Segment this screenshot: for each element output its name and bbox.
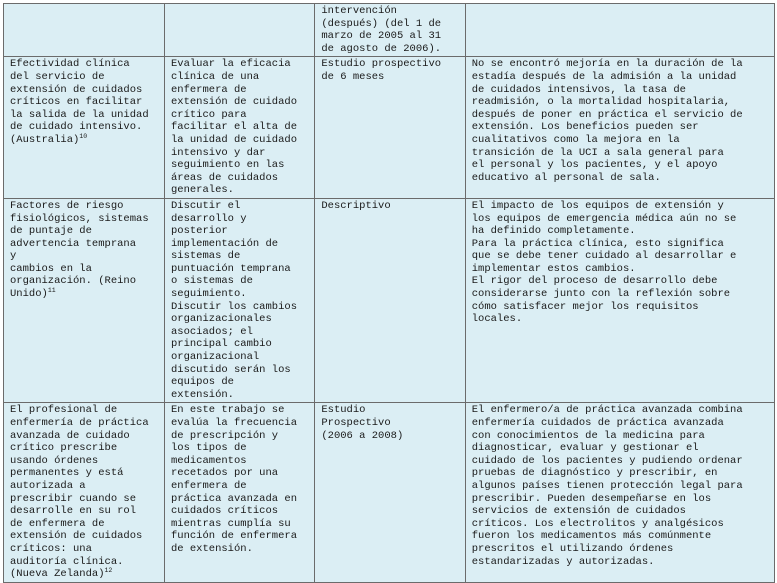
- design-text: Estudio Prospectivo (2006 a 2008): [321, 404, 404, 442]
- studies-table: [3, 3, 775, 583]
- design-cell: [315, 198, 465, 403]
- objective-text: Evaluar la eficacia clínica de una enfermera de extensión de cuidado crítico para facilitar el alta de la unidad de cuidado intensivo y dar seguimiento en las áreas de cuidados generales.: [170, 58, 297, 197]
- reference-superscript: 10: [79, 132, 88, 140]
- design-text: Estudio prospectivo de 6 meses: [321, 58, 442, 83]
- objective-cell: [164, 403, 314, 582]
- objective-cell: [164, 57, 314, 199]
- study-cell: [4, 198, 165, 403]
- table-row: [4, 57, 775, 199]
- design-text: Descriptivo: [321, 199, 391, 212]
- table-row: [4, 198, 775, 403]
- reference-superscript: 11: [47, 287, 56, 295]
- objective-text: Discutir el desarrollo y posterior implementación de sistemas de puntuación temprana o sistemas de seguimiento. Discutir los cambios organizacionales asociados; el principal cambio organizacional discutido serán los equipos de extensión.: [170, 199, 297, 401]
- study-cell: [4, 403, 165, 582]
- objective-cell: [164, 4, 314, 57]
- objective-text: En este trabajo se evalúa la frecuencia de prescripción y los tipos de medicamentos recetados por una enfermera de práctica avanzada en cuidados críticos mientras cumplía su función de enfermera de extensión.: [170, 404, 297, 555]
- design-cell: [315, 57, 465, 199]
- findings-cell: [465, 403, 774, 582]
- table-row: [4, 4, 775, 57]
- findings-cell: [465, 57, 774, 199]
- objective-cell: [164, 198, 314, 403]
- study-cell: [4, 4, 165, 57]
- findings-cell: [465, 4, 774, 57]
- study-text: Factores de riesgo fisiológicos, sistemas de puntaje de advertencia temprana y cambios en la organización. (Reino Unido): [10, 199, 149, 301]
- findings-text: El enfermero/a de práctica avanzada combina enfermería cuidados de práctica avanzada con conocimientos de la medicina para diagnosticar, evaluar y gestionar el cuidado de los pacientes y pudiendo ordenar pruebas de diagnóstico y prescribir, en algunos países tienen protección legal para prescribir. Pueden desempeñarse en los servicios de extensión de cuidados críticos. Los electrolitos y analgésicos fueron los medicamentos más comúnmente prescritos el utilizando órdenes estandarizadas y autorizadas.: [471, 404, 743, 568]
- design-cell: [315, 4, 465, 57]
- reference-superscript: 12: [104, 567, 113, 575]
- study-text: El profesional de enfermería de práctica avanzada de cuidado crítico prescribe usando órdenes permanentes y está autorizada a prescribir cuando se desarrolle en su rol de enfermera de extensión de cuidados críticos: una auditoría clínica. (Nueva Zelanda): [10, 404, 149, 581]
- design-text: intervención (después) (del 1 de marzo de 2005 al 31 de agosto de 2006).: [321, 5, 442, 55]
- design-cell: [315, 403, 465, 582]
- study-text: Efectividad clínica del servicio de extensión de cuidados críticos en facilitar la salida de la unidad de cuidado intensivo. (Australia): [10, 58, 149, 146]
- findings-cell: [465, 198, 774, 403]
- findings-text: No se encontró mejoría en la duración de la estadía después de la admisión a la unidad de cuidados intensivos, la tasa de readmisión, o la mortalidad hospitalaria, después de poner en práctica el servicio de extensión. Los beneficios pueden ser cualitativos como la mejora en la transición de la UCI a sala general para el personal y los pacientes, y el apoyo educativo al personal de sala.: [471, 58, 743, 184]
- study-cell: [4, 57, 165, 199]
- table-row: [4, 403, 775, 582]
- findings-text: El impacto de los equipos de extensión y los equipos de emergencia médica aún no se ha definido completamente. Para la práctica clínica, esto significa que se debe tener cuidado al desarrollar e implementar estos cambios. El rigor del proceso de desarrollo debe considerarse junto con la reflexión sobre cómo satisfacer mejor los requisitos locales.: [471, 199, 737, 326]
